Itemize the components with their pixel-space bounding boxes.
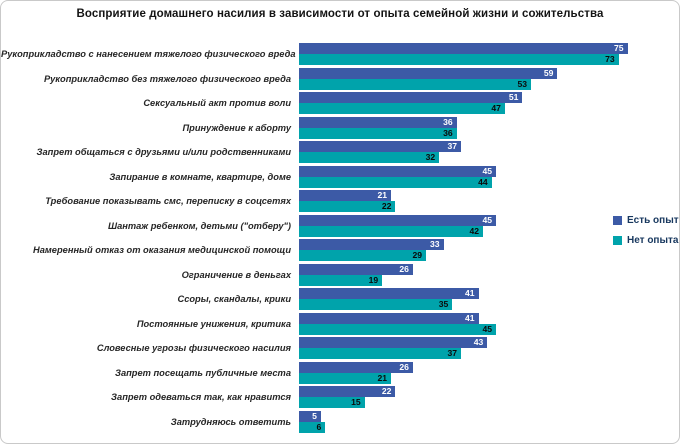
chart-row <box>1 287 679 312</box>
category-label: Шантаж ребенком, детьми ("отберу") <box>107 220 291 231</box>
value-label: 36 <box>443 116 453 127</box>
bar-pair <box>299 92 679 114</box>
bar-no-experience <box>299 54 619 65</box>
chart-row <box>1 312 679 337</box>
bar-no-experience <box>299 226 483 237</box>
category-label: Ссоры, скандалы, крики <box>177 294 291 305</box>
value-label: 21 <box>377 372 387 383</box>
value-label: 42 <box>469 225 479 236</box>
value-label: 22 <box>381 386 392 397</box>
category-label: Словесные угрозы физического насилия <box>96 343 291 354</box>
category-label: Запрет общаться с друзьями и/или родственниками <box>36 147 291 158</box>
value-label: 5 <box>312 410 317 421</box>
value-label: 53 <box>517 78 528 89</box>
bar-pair <box>299 337 679 359</box>
bar-no-experience <box>299 79 531 90</box>
category-label: Запрет одеваться так, как нравится <box>111 392 291 403</box>
chart-row <box>1 116 679 141</box>
bar-no-experience <box>299 103 505 114</box>
category-label: Затрудняюсь ответить <box>170 416 291 427</box>
value-label: 22 <box>381 201 392 212</box>
value-label: 47 <box>491 103 501 114</box>
bar-no-experience <box>299 299 452 310</box>
bar-has-experience <box>299 43 628 54</box>
chart-row <box>1 238 679 263</box>
value-label: 43 <box>473 337 484 348</box>
value-label: 45 <box>482 214 493 225</box>
legend-swatch-teal-icon <box>613 236 622 245</box>
value-label: 45 <box>482 323 493 334</box>
category-label: Рукоприкладство с нанесением тяжелого физического вреда <box>1 49 296 60</box>
category-label: Запирание в комнате, квартире, доме <box>109 171 291 182</box>
chart-row <box>1 165 679 190</box>
value-label: 6 <box>316 421 322 432</box>
legend <box>613 215 679 246</box>
chart-row <box>1 67 679 92</box>
value-label: 32 <box>425 152 436 163</box>
legend-label-has-experience: Есть опыт <box>627 215 679 226</box>
bar-has-experience <box>299 166 496 177</box>
category-label: Сексуальный акт против воли <box>143 98 291 109</box>
value-label: 37 <box>447 348 458 359</box>
bar-has-experience <box>299 239 444 250</box>
chart-title: Восприятие домашнего насилия в зависимости от опыта семейной жизни и сожительства <box>76 8 604 20</box>
bar-pair <box>299 362 679 384</box>
bar-pair <box>299 313 679 335</box>
legend-item-has-experience <box>613 215 679 226</box>
category-label: Требование показывать смс, переписку в соцсетях <box>45 196 291 207</box>
bar-no-experience <box>299 324 496 335</box>
category-label: Постоянные унижения, критика <box>136 318 291 329</box>
value-label: 41 <box>465 312 475 323</box>
value-label: 29 <box>412 250 422 261</box>
bar-has-experience <box>299 288 479 299</box>
bar-no-experience <box>299 177 492 188</box>
category-label: Ограничение в деньгах <box>181 269 291 280</box>
bar-pair <box>299 190 679 212</box>
legend-label-no-experience: Нет опыта <box>627 235 679 246</box>
bar-has-experience <box>299 362 413 373</box>
value-label: 73 <box>605 54 615 65</box>
bar-has-experience <box>299 411 321 422</box>
bar-pair <box>299 288 679 310</box>
category-label: Принуждение к аборту <box>182 122 291 133</box>
bar-no-experience <box>299 128 457 139</box>
chart-row <box>1 189 679 214</box>
bar-has-experience <box>299 68 557 79</box>
bar-no-experience <box>299 201 395 212</box>
category-label: Намеренный отказ от оказания медицинской помощи <box>33 245 291 256</box>
bar-no-experience <box>299 422 325 433</box>
value-label: 21 <box>377 190 387 201</box>
value-label: 33 <box>429 239 440 250</box>
bar-no-experience <box>299 250 426 261</box>
value-label: 37 <box>447 141 458 152</box>
value-label: 45 <box>482 165 493 176</box>
legend-swatch-blue-icon <box>613 216 622 225</box>
bar-has-experience <box>299 215 496 226</box>
bar-pair <box>299 141 679 163</box>
bar-no-experience <box>299 397 365 408</box>
bar-pair <box>299 166 679 188</box>
chart-row <box>1 410 679 435</box>
bar-pair <box>299 386 679 408</box>
bar-has-experience <box>299 141 461 152</box>
bar-pair <box>299 68 679 90</box>
bar-pair <box>299 411 679 433</box>
bar-no-experience <box>299 275 382 286</box>
category-label: Рукоприкладство без тяжелого физического вреда <box>43 73 291 84</box>
chart-row <box>1 91 679 116</box>
chart-row <box>1 336 679 361</box>
value-label: 59 <box>543 67 554 78</box>
value-label: 35 <box>438 299 449 310</box>
bar-pair <box>299 117 679 139</box>
value-label: 15 <box>351 397 361 408</box>
bar-has-experience <box>299 313 479 324</box>
value-label: 44 <box>478 176 488 187</box>
value-label: 41 <box>465 288 475 299</box>
chart-row <box>1 214 679 239</box>
bar-pair <box>299 43 679 65</box>
bar-has-experience <box>299 190 391 201</box>
bar-has-experience <box>299 264 413 275</box>
bar-no-experience <box>299 152 439 163</box>
chart-row <box>1 263 679 288</box>
category-label: Запрет посещать публичные места <box>114 367 291 378</box>
plot-area <box>1 42 679 434</box>
bar-has-experience <box>299 92 522 103</box>
value-label: 26 <box>399 361 409 372</box>
legend-item-no-experience <box>613 235 679 246</box>
value-label: 75 <box>613 43 624 54</box>
bar-has-experience <box>299 337 487 348</box>
value-label: 36 <box>443 127 453 138</box>
chart-row <box>1 42 679 67</box>
value-label: 19 <box>368 274 379 285</box>
chart-row <box>1 140 679 165</box>
bar-no-experience <box>299 348 461 359</box>
bar-no-experience <box>299 373 391 384</box>
value-label: 26 <box>399 263 409 274</box>
chart-row <box>1 361 679 386</box>
value-label: 51 <box>508 92 519 103</box>
bar-has-experience <box>299 386 395 397</box>
bar-pair <box>299 264 679 286</box>
chart-row <box>1 385 679 410</box>
bar-has-experience <box>299 117 457 128</box>
